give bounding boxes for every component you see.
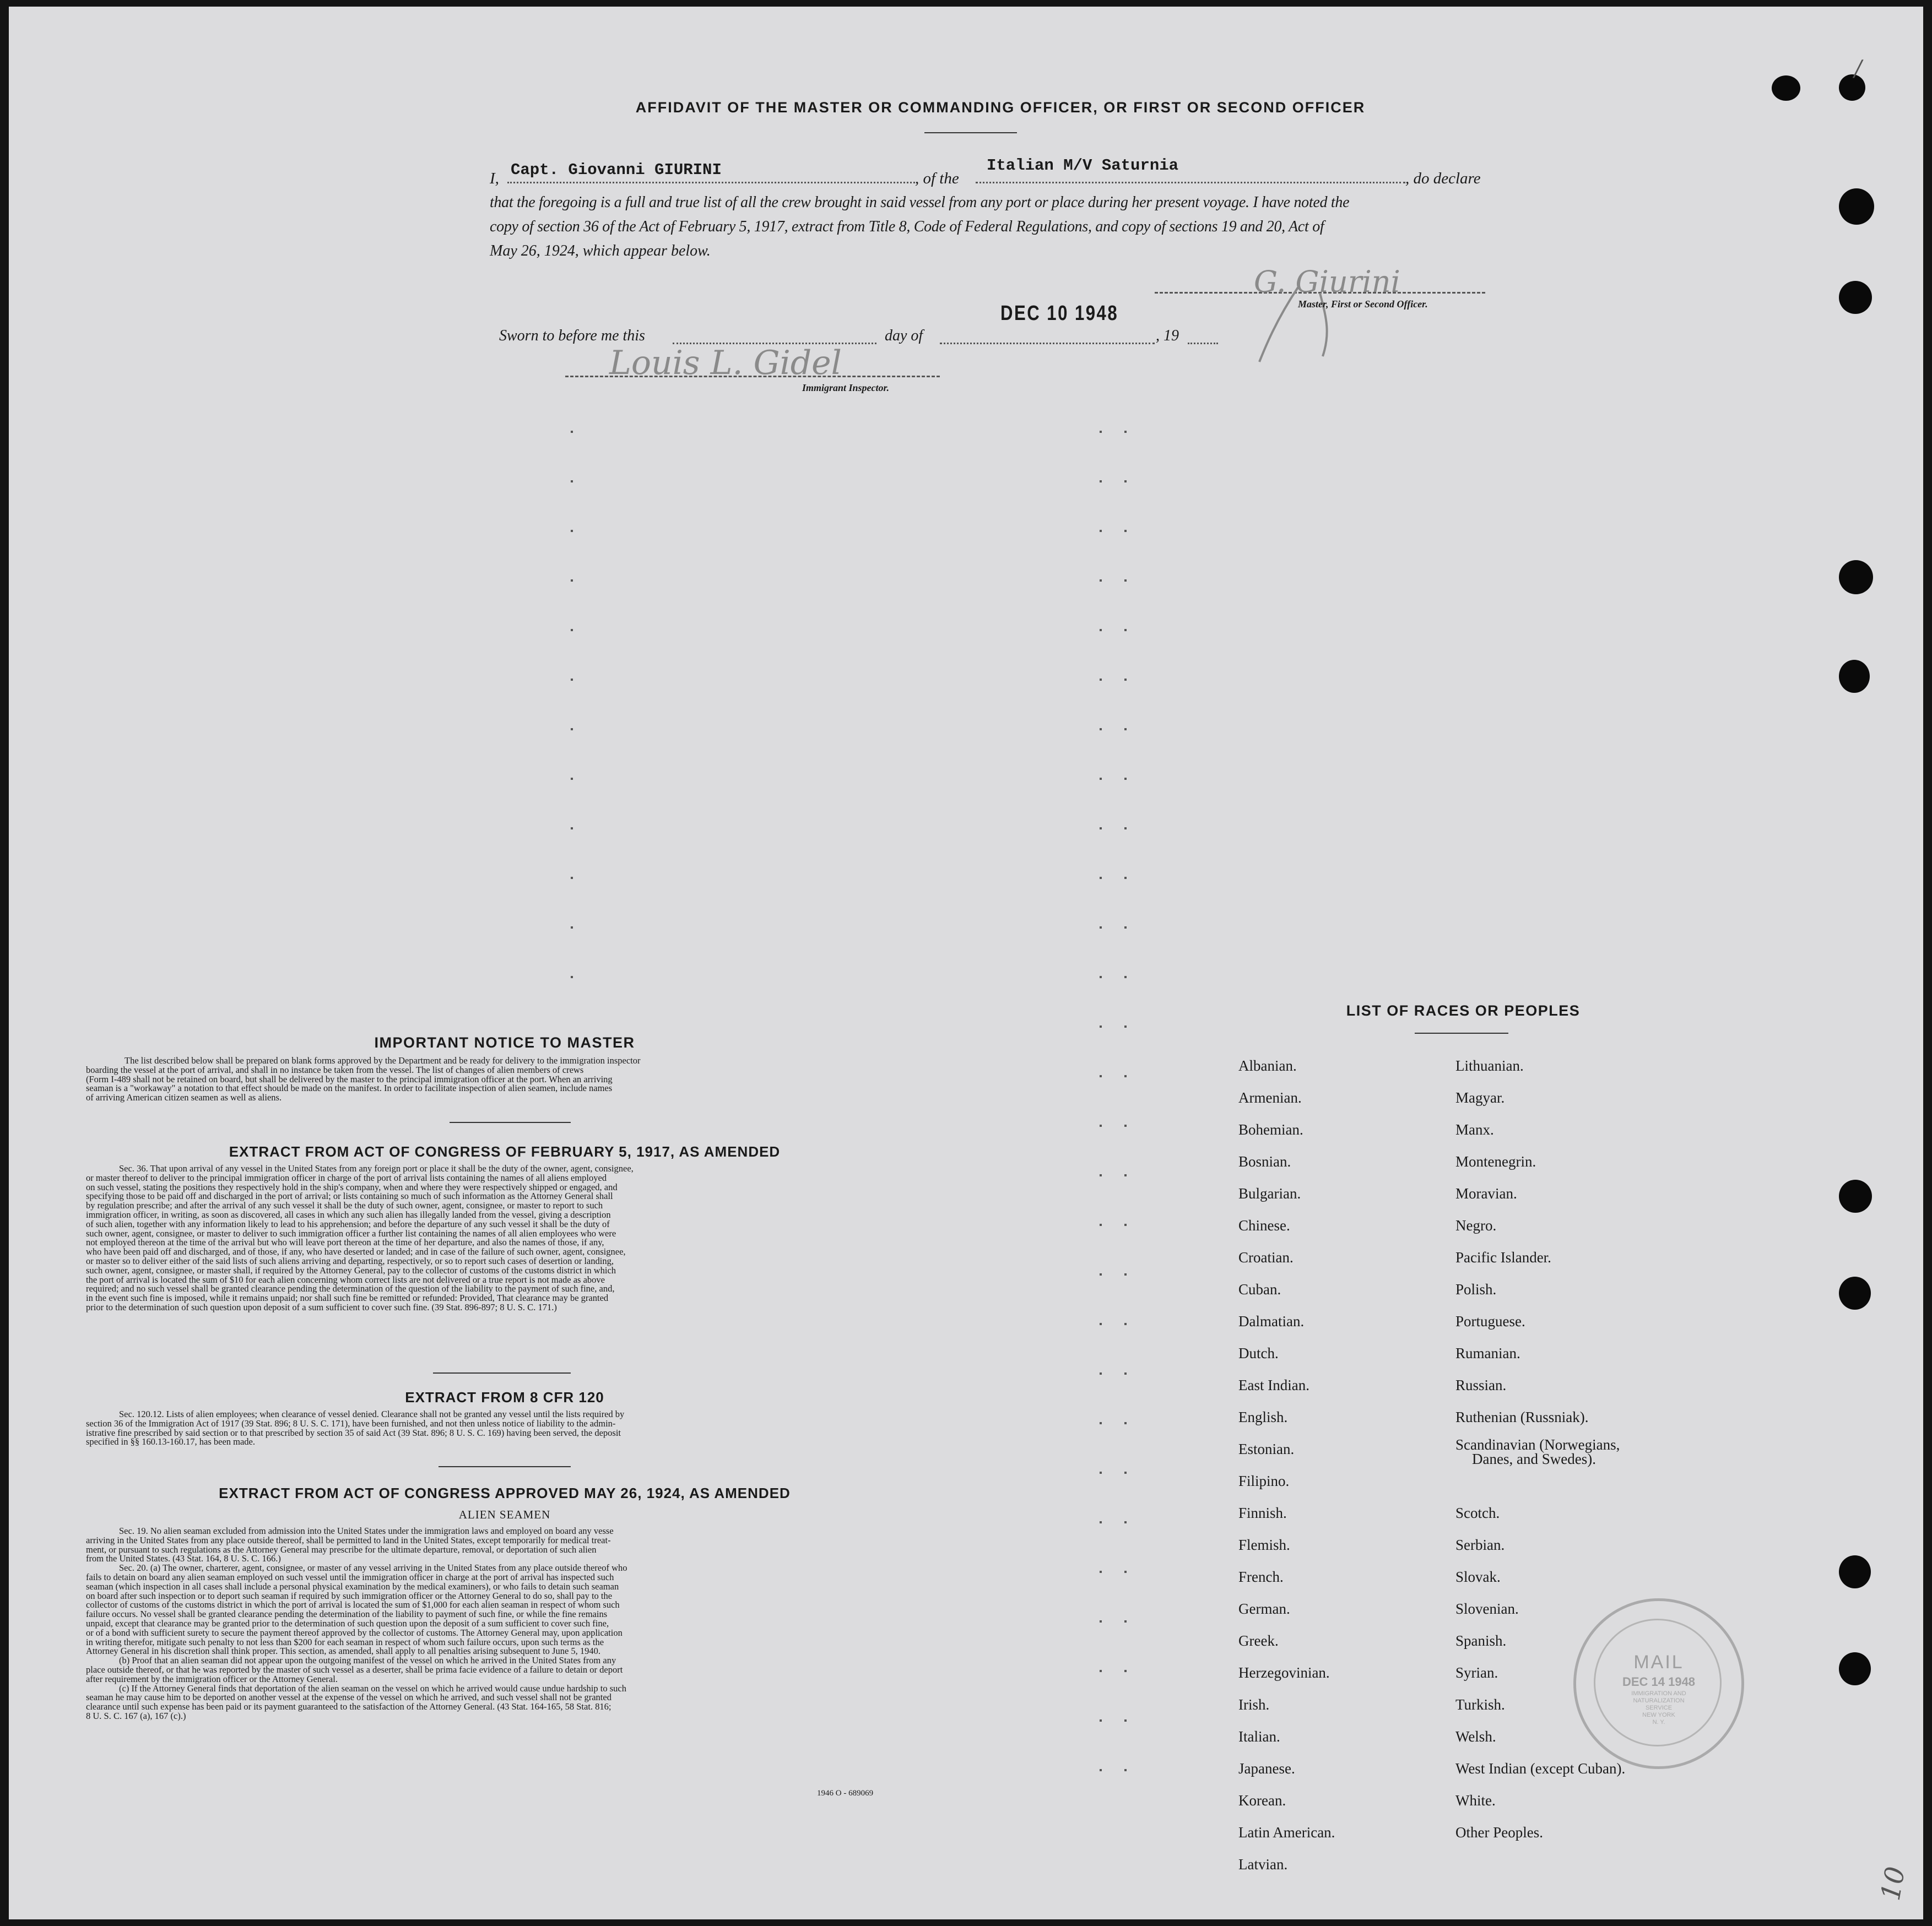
race-item: Turkish. xyxy=(1455,1696,1505,1713)
punch-hole xyxy=(1839,1180,1872,1213)
mail-stamp-line: NATURALIZATION xyxy=(1633,1697,1685,1704)
mail-stamp-label: MAIL xyxy=(1633,1652,1684,1673)
extract-1924-title: EXTRACT FROM ACT OF CONGRESS APPROVED MAY 26, 1924, AS AMENDED xyxy=(219,1485,791,1501)
extract-1917-line: in the event such fine is imposed, while it remains unpaid; nor shall such fine be remitted or refunded: Provided, That clearance may be granted xyxy=(86,1293,609,1304)
of-the-label: , of the xyxy=(915,170,959,187)
race-item: Filipino. xyxy=(1238,1473,1290,1489)
extract-1917-line: by regulation prescribe; and after the arrival of any such vessel it shall be the duty of such owner, agent, consignee, or master to report to such xyxy=(86,1200,603,1211)
race-item: Greek. xyxy=(1238,1632,1279,1649)
race-item: Irish. xyxy=(1238,1696,1270,1713)
extract-1917-line: on such vessel, stating the positions they respectively hold in the ship's company, when and where they were respectively shipped or engaged, and xyxy=(86,1181,618,1192)
date-stamp: DEC 10 1948 xyxy=(1000,302,1119,325)
extract-1924-line: Attorney General in his discretion shall think proper. This section, as amended, shall apply to all penalties arising subsequent to June 5, 1940. xyxy=(86,1646,601,1657)
extract-cfr-text xyxy=(86,1410,912,1447)
race-item xyxy=(1455,1433,1625,1497)
extract-1924-line: Sec. 19. No alien seaman excluded from admission into the United States under the immigration laws and employed on board any vesse xyxy=(119,1526,614,1536)
extract-1917-text xyxy=(86,1164,912,1312)
extract-1924-line: (c) If the Attorney General finds that deportation of the alien seaman on the vessel on which he arrived would cause undue hardship to such xyxy=(119,1683,626,1694)
extract-1917-line: or master thereof to deliver to the principal immigration officer in charge of the port of arrival lists containing the names of all aliens employed xyxy=(86,1172,607,1183)
extract-1924-line: clearance until such expense has been paid or its payment guaranteed to the satisfaction of the Attorney General. (43 Stat. 164-165, 58 Stat. 816; xyxy=(86,1701,611,1712)
race-item: Bohemian. xyxy=(1238,1121,1303,1138)
extract-1924-line: (b) Proof that an alien seaman did not appear upon the outgoing manifest of the vessel on which he arrived in the United States from any xyxy=(119,1655,616,1666)
race-item: Polish. xyxy=(1455,1281,1497,1298)
mail-stamp-line: SERVICE xyxy=(1645,1705,1673,1711)
extract-1924-line: seaman (which inspection in all cases shall include a personal physical examination by the medical examiners), or who fails to detain such seaman xyxy=(86,1581,619,1592)
punch-hole xyxy=(1772,75,1800,101)
race-item: Finnish. xyxy=(1238,1505,1287,1521)
race-item: West Indian (except Cuban). xyxy=(1455,1760,1626,1777)
vessel-field xyxy=(976,156,1405,183)
extract-1917-line: such owner, agent, consignee, or master shall, if required by the Attorney General, pay to the collector of customs of the customs district in which xyxy=(86,1265,616,1276)
race-item: Bosnian. xyxy=(1238,1153,1291,1170)
master-signature: G. Giurini xyxy=(1254,264,1400,299)
inspector-signature-line xyxy=(565,376,940,377)
extract-cfr-line: istrative fine prescribed by said section or to that prescribed by section 35 of said Act (39 Stat. 896; 8 U. S. C. 169) having been served, the deposit xyxy=(86,1427,621,1438)
margin-page-number: 10 xyxy=(1875,1864,1912,1903)
extract-1924-line: in writing therefor, mitigate such penalty to not less than $200 for each seaman in respect of whom such failure occurs, upon such terms as the xyxy=(86,1636,604,1647)
race-item: Portuguese. xyxy=(1455,1313,1525,1330)
race-item: Cuban. xyxy=(1238,1281,1281,1298)
race-item-line: Scandinavian (Norwegians, xyxy=(1455,1436,1620,1453)
signature-flourish xyxy=(1254,271,1353,365)
punch-hole xyxy=(1839,1652,1871,1685)
race-item: Dutch. xyxy=(1238,1345,1279,1361)
extract-1924-line: Sec. 20. (a) The owner, charterer, agent, consignee, or master of any vessel arriving in the United States from any place outside thereof who xyxy=(119,1562,627,1574)
extract-1917-title: EXTRACT FROM ACT OF CONGRESS OF FEBRUARY 5, 1917, AS AMENDED xyxy=(229,1143,781,1160)
mail-stamp xyxy=(1573,1598,1744,1769)
race-item: Russian. xyxy=(1455,1377,1507,1393)
inspector-caption: Immigrant Inspector. xyxy=(802,382,890,393)
punch-hole xyxy=(1839,1555,1871,1588)
extract-1917-line: not employed thereon at the time of the arrival but who will leave port thereon at the time of her departure, and also the names of those, if any, xyxy=(86,1237,604,1248)
race-item: French. xyxy=(1238,1569,1284,1585)
day-of-label: day of xyxy=(885,327,923,344)
race-item: Ruthenian (Russniak). xyxy=(1455,1409,1589,1425)
race-item: Japanese. xyxy=(1238,1760,1295,1777)
race-item: East Indian. xyxy=(1238,1377,1309,1393)
race-item: Flemish. xyxy=(1238,1537,1290,1553)
extract-cfr-line: section 36 of the Immigration Act of 1917 (39 Stat. 896; 8 U. S. C. 171), have been furnished, and not then unless notice of liability to the admin- xyxy=(86,1418,616,1429)
race-item: Welsh. xyxy=(1455,1728,1496,1745)
race-item: Pacific Islander. xyxy=(1455,1249,1551,1266)
mail-stamp-line: N. Y. xyxy=(1652,1719,1665,1726)
sworn-prefix: Sworn to before me this xyxy=(499,327,645,344)
extract-1917-line: of such alien, together with any information likely to lead to his apprehension; and before the departure of any such vessel it shall be the duty of xyxy=(86,1218,610,1229)
notice-text xyxy=(86,1056,912,1103)
extract-1917-line: who have been paid off and discharged, and of those, if any, who have deserted or landed; and in case of the failure of such owner, agent, consignee, xyxy=(86,1246,626,1257)
extract-1924-line: seaman he may cause him to be deported on another vessel at the expense of the vessel on which he arrived, and such vessel shall not be granted xyxy=(86,1692,611,1703)
races-title: LIST OF RACES OR PEOPLES xyxy=(1346,1002,1581,1019)
mail-stamp-line: NEW YORK xyxy=(1642,1712,1675,1718)
race-item: Croatian. xyxy=(1238,1249,1294,1266)
extract-1917-line: prior to the determination of such question upon deposit of a sum sufficient to cover such fine. (39 Stat. 896-897; 8 U. S. C. 171.) xyxy=(86,1301,557,1312)
races-divider xyxy=(1415,1033,1508,1034)
sworn-day-field xyxy=(673,326,876,344)
extract-1924-text xyxy=(86,1527,912,1721)
document-page xyxy=(9,7,1923,1919)
race-item: Scotch. xyxy=(1455,1505,1500,1521)
race-item: Rumanian. xyxy=(1455,1345,1520,1361)
race-item: Dalmatian. xyxy=(1238,1313,1305,1330)
title-divider xyxy=(924,132,1017,133)
race-item: Estonian. xyxy=(1238,1441,1295,1457)
race-item: Serbian. xyxy=(1455,1537,1505,1553)
race-item: Manx. xyxy=(1455,1121,1494,1138)
notice-line: seaman is a "workaway" a notation to that effect should be made on the manifest. In order to facilitate inspection of alien seamen, include names xyxy=(86,1083,613,1094)
punch-hole xyxy=(1839,188,1874,225)
extract-1924-line: or of a bond with sufficient surety to secure the payment thereof approved by the collector of customs. The Attorney General may, upon application xyxy=(86,1627,623,1638)
mail-stamp-date: DEC 14 1948 xyxy=(1622,1675,1696,1689)
extract-1924-line: from the United States. (43 Stat. 164, 8 U. S. C. 166.) xyxy=(86,1553,281,1564)
declaration-line-2: copy of section 36 of the Act of February 5, 1917, extract from Title 8, Code of Federal Regulations, and copy of sections 19 and 20, Act of xyxy=(490,218,1324,235)
races-left-column xyxy=(1238,1050,1335,1880)
race-item: Moravian. xyxy=(1455,1185,1517,1202)
race-item: German. xyxy=(1238,1601,1290,1617)
extract-1924-line: failure occurs. No vessel shall be granted clearance pending the determination of the liability to payment of such fine, or while the fine remains xyxy=(86,1609,608,1620)
punch-hole xyxy=(1839,281,1872,314)
master-name-field xyxy=(507,161,915,183)
mail-stamp-line: IMMIGRATION AND xyxy=(1631,1690,1686,1697)
mail-stamp-text xyxy=(1615,1690,1703,1726)
notice-line: boarding the vessel at the port of arrival, and shall in no instance be taken from the vessel. The list of changes of alien members of crews xyxy=(86,1064,584,1075)
extract-cfr-line: specified in §§ 160.13-160.17, has been made. xyxy=(86,1436,256,1447)
margin-mark: / xyxy=(1854,56,1862,82)
race-item: Latin American. xyxy=(1238,1824,1335,1841)
vessel-value: Italian M/V Saturnia xyxy=(987,156,1179,175)
race-item: Magyar. xyxy=(1455,1089,1505,1106)
race-item: Slovenian. xyxy=(1455,1601,1519,1617)
extract-cfr-line: Sec. 120.12. Lists of alien employees; when clearance of vessel denied. Clearance shall not be granted any vessel until the lists required by xyxy=(119,1409,625,1419)
race-item: Lithuanian. xyxy=(1455,1057,1524,1074)
race-item: Bulgarian. xyxy=(1238,1185,1301,1202)
extract-1924-line: unpaid, except that clearance may be granted prior to the determination of such question upon the deposit of a sum sufficient to cover such fine, xyxy=(86,1618,609,1629)
extract-1924-line: fails to detain on board any alien seaman employed on such vessel until the immigration officer in charge at the port of arrival has inspected such xyxy=(86,1571,614,1582)
race-item: Spanish. xyxy=(1455,1632,1507,1649)
sworn-month-field xyxy=(940,302,1155,344)
extract-1924-line: 8 U. S. C. 167 (a), 167 (c).) xyxy=(86,1710,186,1721)
race-item: Chinese. xyxy=(1238,1217,1290,1234)
race-item: Herzegovinian. xyxy=(1238,1664,1330,1681)
extract-1917-line: specifying those to be paid off and discharged in the port of arrival; or lists containing so much of such information as the Attorney General shall xyxy=(86,1191,613,1202)
inspector-signature: Louis L. Gidel xyxy=(609,344,842,382)
extract-1924-line: ment, or pursuant to such regulations as the Attorney General may prescribe for the ultimate departure, removal, or deportation of such alien xyxy=(86,1544,597,1555)
race-item: White. xyxy=(1455,1792,1496,1809)
extract-1917-line: required; and no such vessel shall be granted clearance pending the determination of the question of the liability to the payment of such fine, and, xyxy=(86,1283,615,1294)
notice-line: (Form I-489 shall not be retained on board, but shall be delivered by the master to the principal immigration officer at the port. When an arriving xyxy=(86,1073,613,1084)
notice-title: IMPORTANT NOTICE TO MASTER xyxy=(374,1034,635,1051)
extract-1917-line: immigration officer, in writing, as soon as discovered, all cases in which any such alien has illegally landed from the vessel, giving a description xyxy=(86,1209,611,1220)
race-item: Armenian. xyxy=(1238,1089,1302,1106)
extract-1917-line: the port of arrival is located the sum of $10 for each alien concerning whom correct lists are not delivered or a true report is not made as above xyxy=(86,1274,605,1285)
punch-hole xyxy=(1839,1277,1871,1310)
race-item: Albanian. xyxy=(1238,1057,1297,1074)
sworn-year-field xyxy=(1188,326,1218,344)
extract-1917-line: or master so to deliver either of the said lists of such aliens arriving and departing, respectively, or so to report such cases of desertion or landing, xyxy=(86,1255,614,1266)
extract-1917-line: such owner, agent, consignee, or master to deliver to such immigration officer a further list containing the names of all alien employees who were xyxy=(86,1228,616,1239)
notice-line: The list described below shall be prepared on blank forms approved by the Department and be ready for delivery to the immigration inspector xyxy=(125,1055,641,1066)
affidavit-i-prefix: I, xyxy=(490,170,499,187)
punch-hole xyxy=(1839,560,1873,594)
race-item: Latvian. xyxy=(1238,1856,1288,1873)
master-name-value: Capt. Giovanni GIURINI xyxy=(511,161,722,179)
race-item: Slovak. xyxy=(1455,1569,1501,1585)
declaration-line-3: May 26, 1924, which appear below. xyxy=(490,242,711,259)
affidavit-title: AFFIDAVIT OF THE MASTER OR COMMANDING OFFICER, OR FIRST OR SECOND OFFICER xyxy=(635,99,1366,116)
extract-1924-line: collector of customs of the customs district in which the port of arrival is located the sum of $1,000 for each alien seaman in respect of whom such xyxy=(86,1599,620,1610)
race-item: Montenegrin. xyxy=(1455,1153,1536,1170)
race-item: Other Peoples. xyxy=(1455,1824,1543,1841)
extract-1917-line: Sec. 36. That upon arrival of any vessel in the United States from any foreign port or place it shall be the duty of the owner, agent, consignee, xyxy=(119,1163,634,1174)
race-item: Syrian. xyxy=(1455,1664,1498,1681)
notice-divider xyxy=(450,1122,571,1123)
declaration-line-1: that the foregoing is a full and true list of all the crew brought in said vessel from any port or place during her present voyage. I have noted the xyxy=(490,194,1350,211)
master-caption: Master, First or Second Officer. xyxy=(1298,299,1428,310)
extract-cfr-divider xyxy=(439,1466,571,1467)
notice-line: of arriving American citizen seamen as well as aliens. xyxy=(86,1092,282,1103)
do-declare-label: , do declare xyxy=(1405,170,1481,187)
extract-1924-line: arriving in the United States from any place outside thereof, shall be permitted to land in the United States, except temporarily for medical treat- xyxy=(86,1534,611,1545)
race-item: Italian. xyxy=(1238,1728,1280,1745)
extract-1917-divider xyxy=(433,1372,571,1374)
print-code: 1946 O - 689069 xyxy=(817,1789,874,1798)
race-item: Negro. xyxy=(1455,1217,1497,1234)
punch-hole xyxy=(1839,660,1870,693)
race-item: English. xyxy=(1238,1409,1288,1425)
extract-1924-line: place outside thereof, or that he was reported by the master of such vessel as a deserter, shall be prima facie evidence of a failure to detain or deport xyxy=(86,1664,623,1675)
year-prefix: , 19 xyxy=(1156,327,1179,344)
race-item-line: Danes, and Swedes). xyxy=(1472,1451,1596,1467)
extract-1924-subtitle: ALIEN SEAMEN xyxy=(458,1508,551,1521)
race-item: Korean. xyxy=(1238,1792,1286,1809)
extract-1924-line: after requirement by the immigration officer or the Attorney General. xyxy=(86,1673,338,1684)
extract-cfr-title: EXTRACT FROM 8 CFR 120 xyxy=(405,1389,604,1406)
extract-1924-line: on board after such inspection or to deport such seaman if required by such immigration officer or the Attorney General to do so, shall pay to the xyxy=(86,1590,613,1601)
